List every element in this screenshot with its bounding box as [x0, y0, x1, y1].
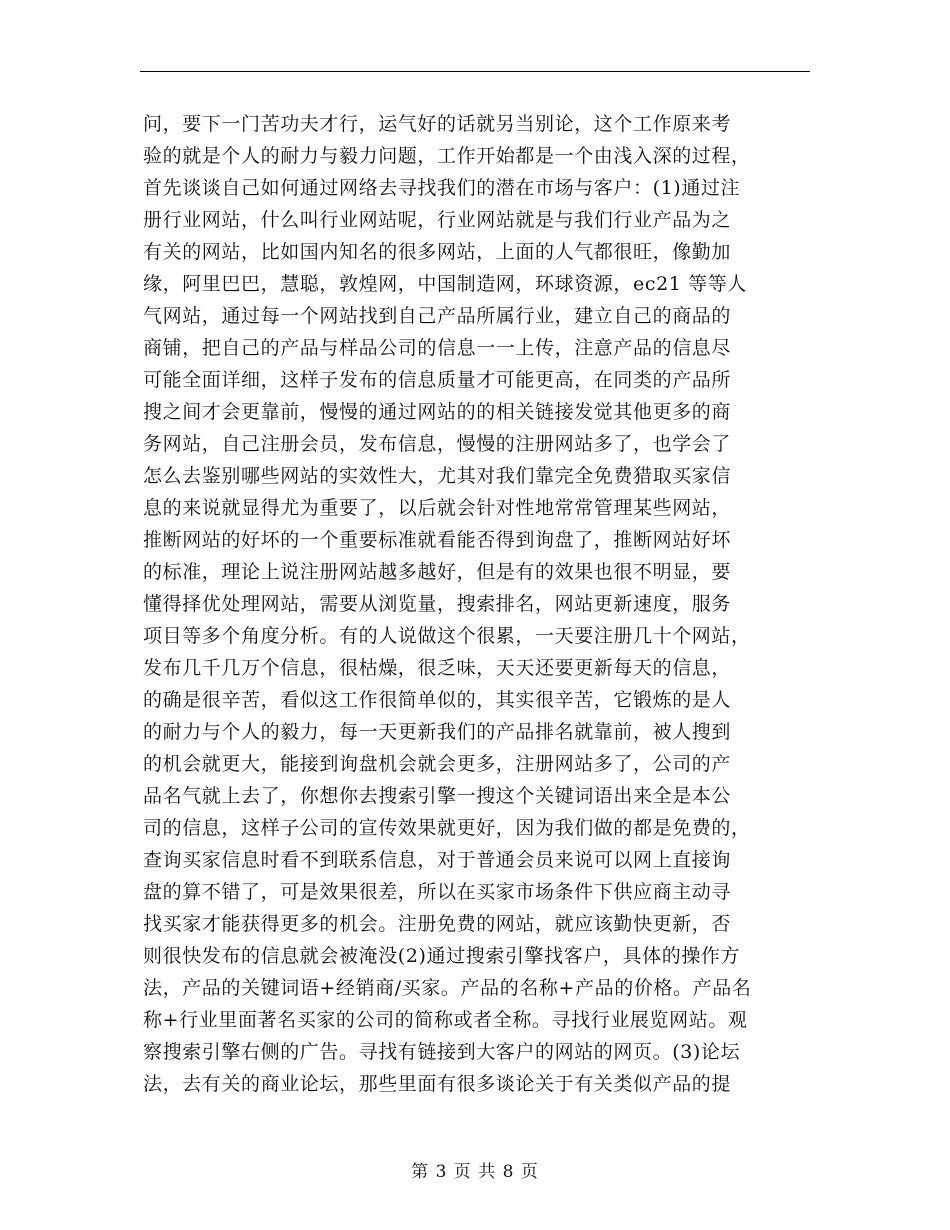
- text-line: 的标准，理论上说注册网站越多越好，但是有的效果也很不明显，要: [143, 561, 732, 583]
- text-line: 缘，阿里巴巴，慧聪，敦煌网，中国制造网，环球资源，ec21 等等人: [143, 273, 747, 295]
- text-line: 怎么去鉴别哪些网站的实效性大，尤其对我们靠完全免费猎取买家信: [143, 465, 732, 487]
- text-line: 册行业网站，什么叫行业网站呢，行业网站就是与我们行业产品为之: [143, 209, 732, 231]
- text-line: 推断网站的好坏的一个重要标准就看能否得到询盘了，推断网站好坏: [143, 529, 732, 551]
- text-line: 称+行业里面著名买家的公司的简称或者全称。寻找行业展览网站。观: [143, 1009, 748, 1031]
- text-line: 察搜索引擎右侧的广告。寻找有链接到大客户的网站的网页。(3)论坛: [143, 1041, 741, 1063]
- text-line: 可能全面详细，这样子发布的信息质量才可能更高，在同类的产品所: [143, 369, 732, 391]
- text-line: 搜之间才会更靠前，慢慢的通过网站的的相关链接发觉其他更多的商: [143, 401, 732, 423]
- text-line: 的耐力与个人的毅力，每一天更新我们的产品排名就靠前，被人搜到: [143, 721, 732, 743]
- text-line: 息的来说就显得尤为重要了，以后就会针对性地常常管理某些网站，: [143, 497, 732, 519]
- text-line: 法，去有关的商业论坛，那些里面有很多谈论关于有关类似产品的提: [143, 1073, 732, 1095]
- text-line: 商铺，把自己的产品与样品公司的信息一一上传，注意产品的信息尽: [143, 337, 732, 359]
- text-line: 查询买家信息时看不到联系信息，对于普通会员来说可以网上直接询: [143, 849, 732, 871]
- text-line: 找买家才能获得更多的机会。注册免费的网站，就应该勤快更新，否: [143, 913, 732, 935]
- text-line: 盘的算不错了，可是效果很差，所以在买家市场条件下供应商主动寻: [143, 881, 732, 903]
- text-line: 验的就是个人的耐力与毅力问题，工作开始都是一个由浅入深的过程，: [143, 145, 751, 167]
- text-line: 问，要下一门苦功夫才行，运气好的话就另当别论，这个工作原来考: [143, 113, 732, 135]
- text-line: 司的信息，这样子公司的宣传效果就更好，因为我们做的都是免费的，: [143, 817, 751, 839]
- text-line: 法，产品的关键词语+经销商/买家。产品的名称+产品的价格。产品名: [143, 977, 752, 999]
- text-line: 发布几千几万个信息，很枯燥，很乏味，天天还要更新每天的信息，: [143, 657, 732, 679]
- text-line: 气网站，通过每一个网站找到自己产品所属行业，建立自己的商品的: [143, 305, 732, 327]
- text-line: 的机会就更大，能接到询盘机会就会更多，注册网站多了，公司的产: [143, 753, 732, 775]
- text-line: 项目等多个角度分析。有的人说做这个很累，一天要注册几十个网站，: [143, 625, 751, 647]
- text-line: 有关的网站，比如国内知名的很多网站，上面的人气都很旺，像勤加: [143, 241, 732, 263]
- page-footer: 第 3 页 共 8 页: [411, 1162, 539, 1182]
- text-line: 的确是很辛苦，看似这工作很简单似的，其实很辛苦，它锻炼的是人: [143, 689, 732, 711]
- text-line: 懂得择优处理网站，需要从浏览量，搜索排名，网站更新速度，服务: [143, 593, 732, 615]
- text-line: 首先谈谈自己如何通过网络去寻找我们的潜在市场与客户：(1)通过注: [143, 177, 741, 199]
- header-rule: [140, 71, 810, 72]
- body-text: [143, 108, 823, 1100]
- text-line: 则很快发布的信息就会被淹没(2)通过搜索引擎找客户，具体的操作方: [143, 945, 741, 967]
- text-line: 务网站，自己注册会员，发布信息，慢慢的注册网站多了，也学会了: [143, 433, 732, 455]
- text-line: 品名气就上去了，你想你去搜索引擎一搜这个关键词语出来全是本公: [143, 785, 732, 807]
